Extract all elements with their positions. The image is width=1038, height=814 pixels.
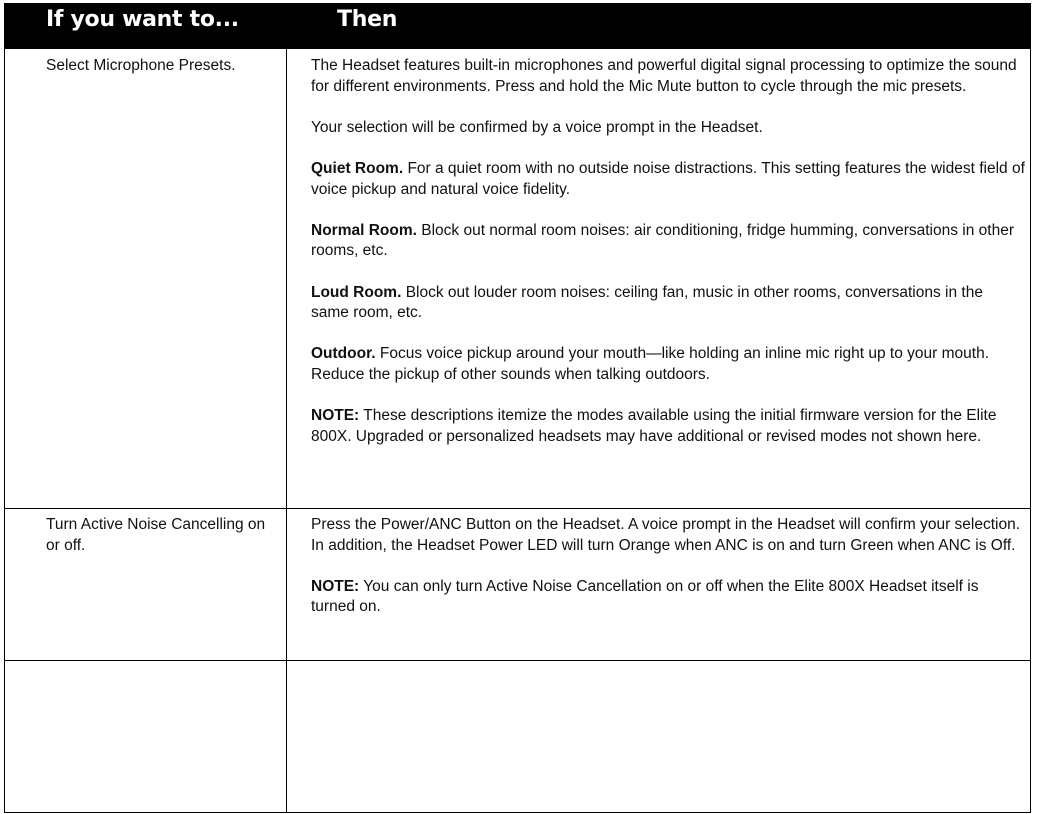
- mode-text: Block out louder room noises: ceiling fan, music in other rooms, conversations in the same room, etc.: [311, 283, 983, 322]
- note-text: These descriptions itemize the modes available using the initial firmware version for the Elite 800X. Upgraded or personalized headsets may have additional or revised modes not shown here.: [311, 407, 997, 445]
- mode-quiet-room: [311, 159, 1025, 200]
- row2-action: Turn Active Noise Cancelling on or off.: [46, 516, 266, 554]
- row1-description: [311, 56, 1025, 447]
- instruction-table: [4, 3, 1031, 813]
- row2-intro: Press the Power/ANC Button on the Headset. A voice prompt in the Headset will confirm your selection. In addition, the Headset Power LED will turn Orange when ANC is on and turn Green when ANC is Off.: [311, 516, 1021, 554]
- mode-label: Quiet Room.: [311, 159, 404, 177]
- mode-text: For a quiet room with no outside noise distractions. This setting features the widest field of voice pickup and natural voice fidelity.: [311, 159, 1025, 198]
- mode-text: Block out normal room noises: air conditioning, fridge humming, conversations in other rooms, etc.: [311, 221, 1014, 260]
- mode-normal-room: [311, 221, 1025, 262]
- note-text: You can only turn Active Noise Cancellation on or off when the Elite 800X Headset itself is turned on.: [311, 577, 979, 616]
- row1-action: Select Microphone Presets.: [46, 57, 236, 74]
- row1-intro: The Headset features built-in microphones and powerful digital signal processing to optimize the sound for different environments. Press and hold the Mic Mute button to cycle through the mic presets.: [311, 57, 1017, 95]
- row1-note: [311, 406, 1025, 447]
- table-header: [5, 3, 1030, 49]
- mode-outdoor: [311, 344, 1025, 385]
- mode-label: Normal Room.: [311, 221, 417, 239]
- note-label: NOTE:: [311, 407, 360, 425]
- mode-text: Focus voice pickup around your mouth—like holding an inline mic right up to your mouth. Reduce the pickup of other sounds when talking outdoors.: [311, 345, 990, 383]
- mode-label: Loud Room.: [311, 283, 402, 301]
- mode-loud-room: [311, 283, 1025, 324]
- header-if-you-want-to: If you want to...: [46, 7, 239, 32]
- row2-description: [311, 515, 1025, 618]
- row-divider-2: [5, 660, 1030, 661]
- row1-confirm: Your selection will be confirmed by a voice prompt in the Headset.: [311, 118, 763, 136]
- row2-note: [311, 577, 1025, 618]
- header-then: Then: [337, 7, 398, 32]
- row-divider-1: [5, 508, 1030, 509]
- note-label: NOTE:: [311, 577, 360, 595]
- column-divider: [286, 49, 287, 813]
- mode-label: Outdoor.: [311, 345, 376, 363]
